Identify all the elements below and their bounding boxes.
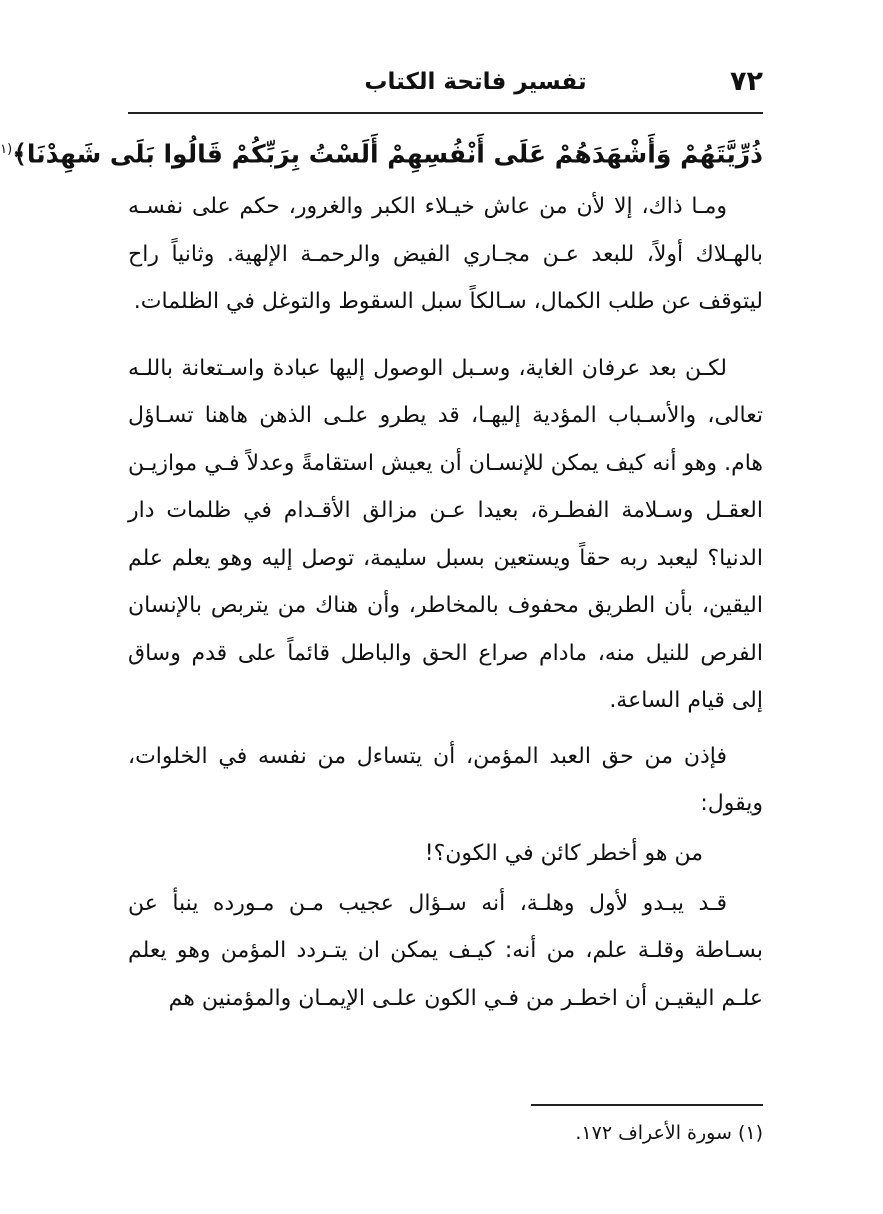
page-number: ٧٢ <box>730 66 763 97</box>
paragraph-2: لكـن بعد عرفان الغاية، وسـبل الوصول إليها عبادة واسـتعانة باللـه تعالى، والأسـباب المؤدية إليهـا، قد يطرو علـى الذهن هاهنا تسـاؤل هام. وهو أنه كيف يمكن للإنسـان أن يعيش استقامةً وعدلاً فـي موازيـن العقـل وسـلامة الفطـرة، بعيدا عـن مزالق الأقـدام في ظلمات دار الدنيا؟ ليعبد ربه حقاً ويستعين بسبل سليمة، توصل إليه وهو يعلم علم اليقين، بأن الطريق محفوف بالمخاطر، وأن هناك من يتربص بالإنسان الفرص للنيل منه، مادام صراع الحق والباطل قائماً على قدم وساق إلى قيام الساعة. <box>128 355 763 714</box>
page-header <box>128 62 763 102</box>
paragraph-3: فإذن من حق العبد المؤمن، أن يتساءل من نفسه في الخلوات، ويقول: <box>128 743 763 817</box>
verse-text: ذُرِّيَّتَهُمْ وَأَشْهَدَهُمْ عَلَى أَنْفُسِهِمْ أَلَسْتُ بِرَبِّكُمْ قَالُوا بَلَى شَهِدْنَا﴾ <box>12 139 763 169</box>
question-line: من هو أخطر كائن في الكون؟! <box>424 840 703 866</box>
footnote-rule <box>531 1104 763 1106</box>
paragraph-4: قـد يبـدو لأول وهلـة، أنه سـؤال عجيب مـن مـورده ينبأ عن بسـاطة وقلـة علم، من أنه: كيـف يمكن ان يتـردد المؤمن وهو يعلم علـم اليقيـن أن اخطـر من فـي الكون علـى الإيمـان والمؤمنين هم <box>128 890 763 1011</box>
quranic-verse <box>0 125 763 179</box>
paragraph-1: ومـا ذاك، إلا لأن من عاش خيـلاء الكبر والغرور، حكم على نفسـه بالهـلاك أولاً، للبعد عـن مجـاري الفيض والرحمـة الإلهية. وثانياً راح ليتوقف عن طلب الكمال، سـالكاً سبل السقوط والتوغل في الظلمات. <box>128 194 763 315</box>
footnote: (١) سورة الأعراف ١٧٢. <box>575 1122 763 1144</box>
footnote-reference: (١ <box>0 142 13 157</box>
running-title: تفسير فاتحة الكتاب <box>364 69 587 95</box>
body-text <box>0 125 763 1022</box>
header-rule <box>128 112 763 114</box>
